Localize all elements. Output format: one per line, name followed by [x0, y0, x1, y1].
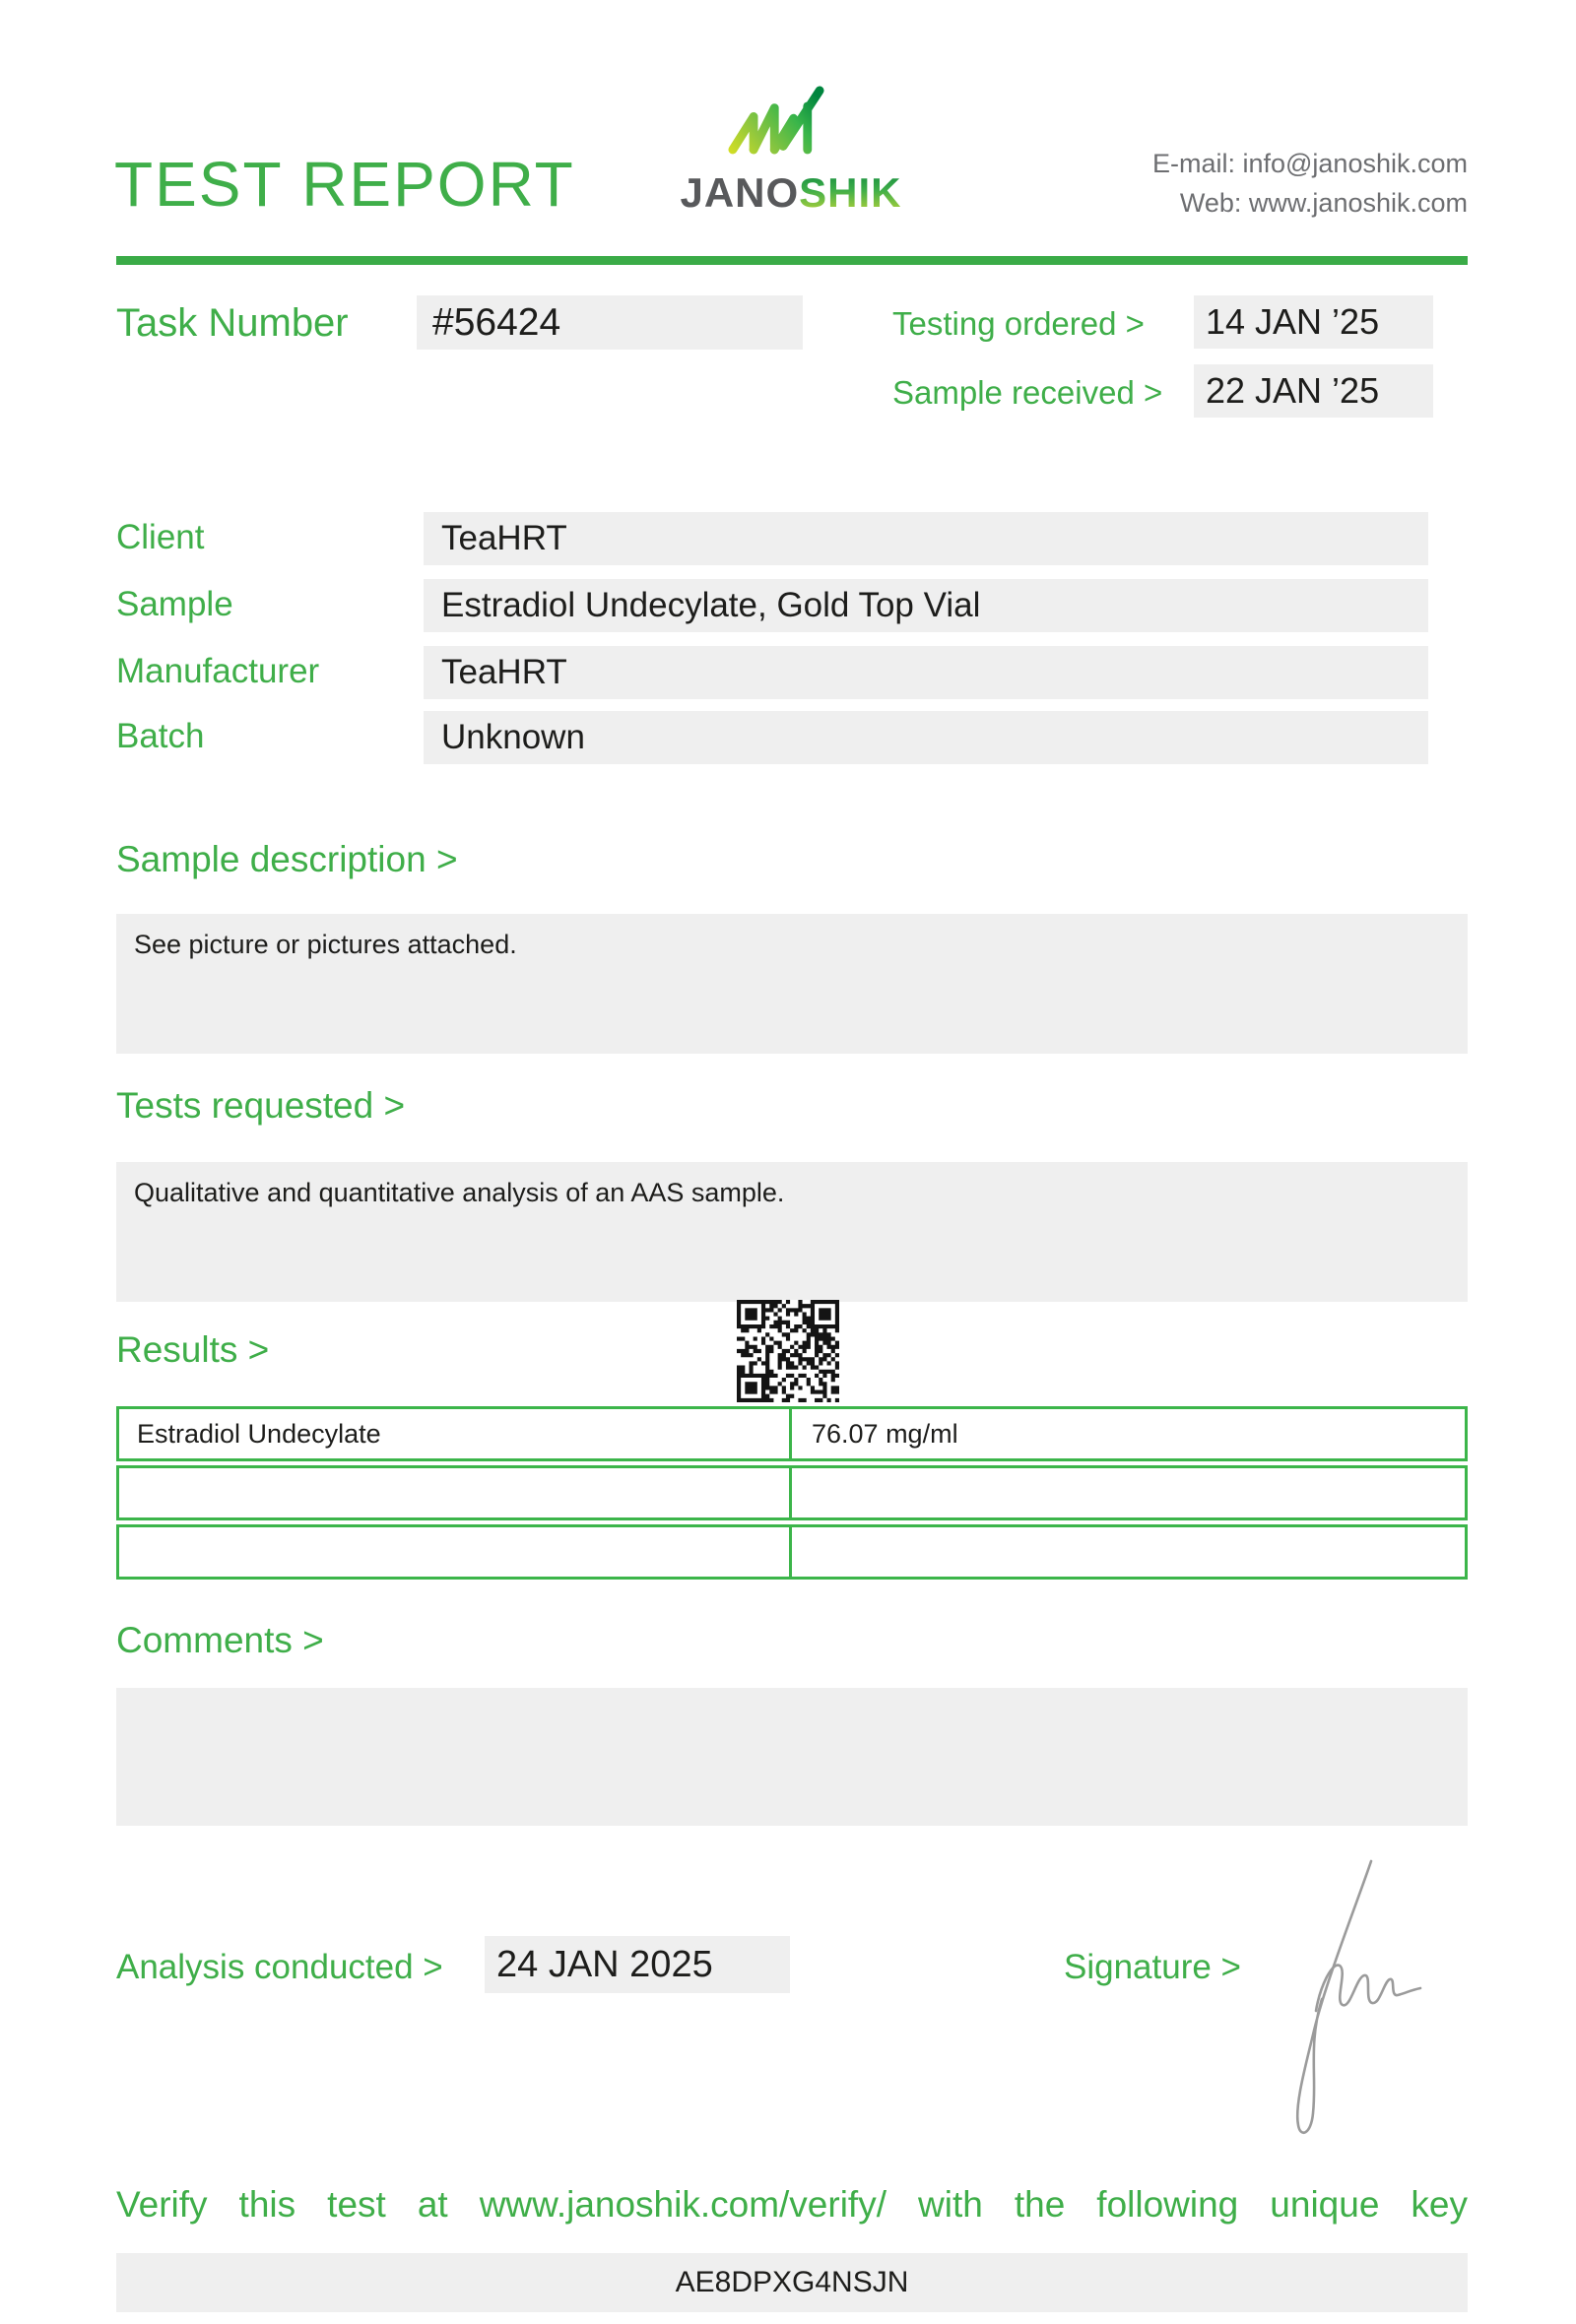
sample-received-label: Sample received > [892, 374, 1163, 411]
page-title: TEST REPORT [114, 149, 575, 220]
comments-heading: Comments > [116, 1620, 324, 1660]
results-table-row [116, 1465, 1468, 1520]
tests-requested-text: Qualitative and quantitative analysis of an AAS sample. [134, 1178, 785, 1207]
manufacturer-value: TeaHRT [424, 646, 1428, 699]
batch-value: Unknown [424, 711, 1428, 764]
task-number-value: #56424 [417, 295, 803, 350]
manufacturer-label: Manufacturer [116, 652, 320, 690]
batch-label: Batch [116, 717, 205, 755]
header-divider [116, 256, 1468, 265]
tests-requested-heading: Tests requested > [116, 1085, 406, 1126]
result-substance-cell [119, 1527, 792, 1577]
results-table-row [116, 1524, 1468, 1580]
result-substance-cell: Estradiol Undecylate [119, 1409, 792, 1458]
comments-box [116, 1688, 1468, 1826]
contact-email: E-mail: info@janoshik.com [1151, 149, 1468, 178]
sample-received-value: 22 JAN ’25 [1194, 364, 1433, 418]
testing-ordered-label: Testing ordered > [892, 305, 1145, 342]
sample-description-box [116, 914, 1468, 1054]
client-label: Client [116, 518, 205, 556]
logo-wordmark [678, 171, 904, 215]
contact-web: Web: www.janoshik.com [1179, 188, 1468, 218]
client-value: TeaHRT [424, 512, 1428, 565]
sample-value: Estradiol Undecylate, Gold Top Vial [424, 579, 1428, 632]
testing-ordered-value: 14 JAN ’25 [1194, 295, 1433, 349]
logo-chart-icon [717, 63, 865, 169]
analysis-conducted-value: 24 JAN 2025 [485, 1936, 790, 1993]
result-amount-cell: 76.07 mg/ml [812, 1418, 958, 1449]
verify-instruction: Verify this test at www.janoshik.com/verify/ with the following unique key [116, 2184, 1468, 2225]
results-heading: Results > [116, 1329, 270, 1370]
task-number-label: Task Number [116, 301, 349, 345]
results-table-row [116, 1406, 1468, 1461]
result-amount-cell [792, 1527, 1465, 1577]
result-substance-cell [119, 1468, 792, 1517]
logo-wordmark-shik: SHIK [799, 169, 902, 216]
sample-label: Sample [116, 585, 233, 623]
results-table [116, 1406, 1468, 1583]
tests-requested-box [116, 1162, 1468, 1302]
verify-key-value: AE8DPXG4NSJN [116, 2253, 1468, 2312]
qr-code-icon [737, 1300, 839, 1402]
result-amount-cell [792, 1468, 1465, 1517]
sample-description-text: See picture or pictures attached. [134, 930, 517, 959]
logo-wordmark-jano: JANO [680, 169, 800, 216]
analysis-conducted-label: Analysis conducted > [116, 1948, 443, 1986]
janoshik-logo [678, 63, 904, 215]
contact-block [1152, 144, 1468, 223]
signature-icon [1273, 1851, 1430, 2147]
signature-label: Signature > [1064, 1948, 1241, 1986]
sample-description-heading: Sample description > [116, 839, 458, 879]
